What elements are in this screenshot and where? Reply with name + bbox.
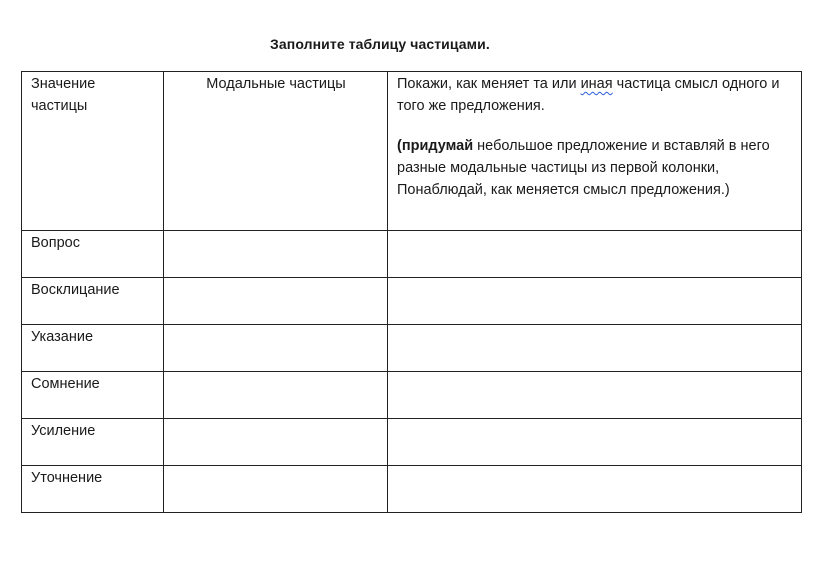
- instruction-note: [397, 135, 793, 201]
- table-row: [22, 419, 802, 466]
- row-example-cell[interactable]: [388, 372, 802, 419]
- row-example-cell[interactable]: [388, 466, 802, 513]
- table-row: [22, 372, 802, 419]
- row-particles-cell[interactable]: [164, 419, 388, 466]
- row-particles-cell[interactable]: [164, 278, 388, 325]
- table-row: [22, 466, 802, 513]
- header-modal-particles: Модальные частицы: [164, 72, 388, 231]
- header-instructions: [388, 72, 802, 231]
- instruction-note-bold: (придумай: [397, 138, 474, 154]
- row-example-cell[interactable]: [388, 278, 802, 325]
- row-example-cell[interactable]: [388, 231, 802, 278]
- instruction-text-end: частица смысл одного и того же предложения.: [397, 76, 780, 114]
- row-meaning-clarification: Уточнение: [22, 466, 164, 513]
- row-meaning-intensification: Усиление: [22, 419, 164, 466]
- instruction-text-start: Покажи, как меняет та или: [397, 76, 581, 92]
- row-particles-cell[interactable]: [164, 325, 388, 372]
- row-example-cell[interactable]: [388, 325, 802, 372]
- table-row: [22, 278, 802, 325]
- row-particles-cell[interactable]: [164, 466, 388, 513]
- row-meaning-question: Вопрос: [22, 231, 164, 278]
- particles-table: [21, 71, 802, 513]
- header-particle-meaning: Значение частицы: [22, 72, 164, 231]
- worksheet-title: Заполните таблицу частицами.: [270, 36, 490, 52]
- instruction-text: [397, 73, 793, 117]
- table-header-row: [22, 72, 802, 231]
- row-example-cell[interactable]: [388, 419, 802, 466]
- table-row: [22, 325, 802, 372]
- row-particles-cell[interactable]: [164, 231, 388, 278]
- row-particles-cell[interactable]: [164, 372, 388, 419]
- instruction-note-rest: небольшое предложение и вставляй в него разные модальные частицы из первой колонки, Понаблюдай, как меняется смысл предложения.): [397, 138, 770, 198]
- row-meaning-indication: Указание: [22, 325, 164, 372]
- table-row: [22, 231, 802, 278]
- row-meaning-exclamation: Восклицание: [22, 278, 164, 325]
- spellcheck-marked-word: иная: [580, 76, 613, 92]
- row-meaning-doubt: Сомнение: [22, 372, 164, 419]
